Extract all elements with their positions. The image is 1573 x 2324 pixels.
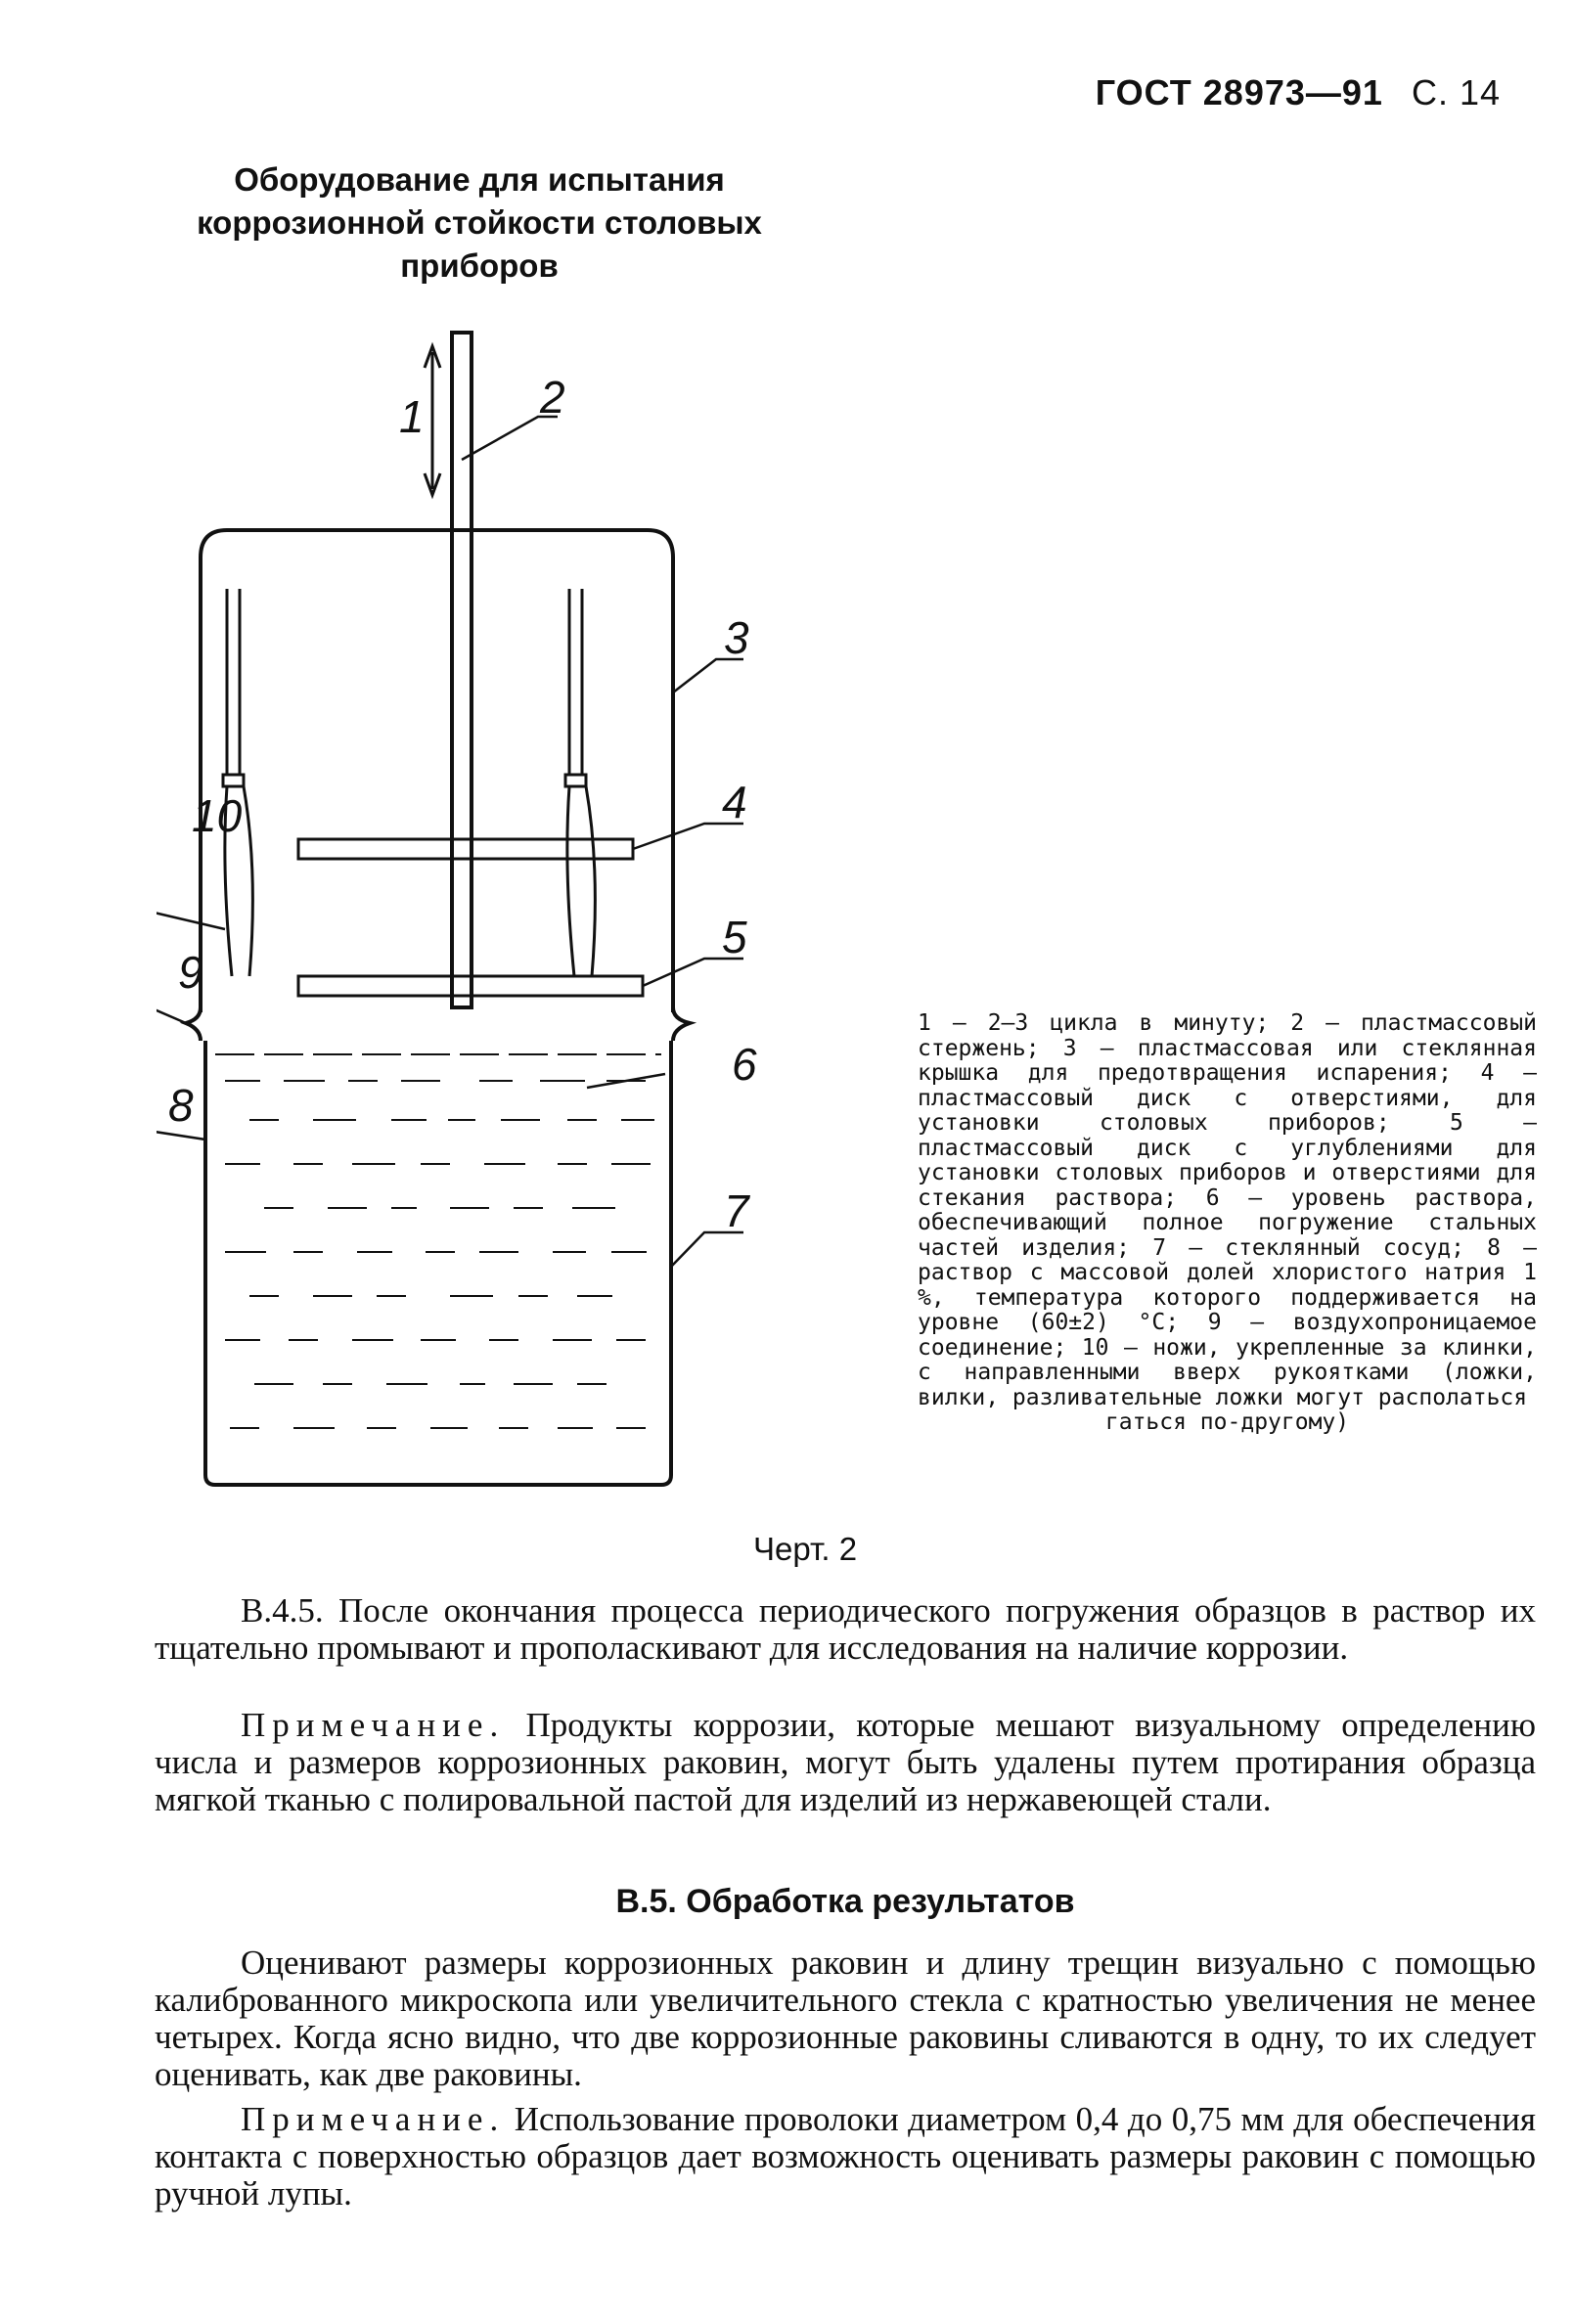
lid-outline	[201, 530, 673, 1012]
label-9: 9	[178, 947, 203, 998]
knife-right-blade	[567, 786, 595, 976]
figure-caption	[918, 1011, 1537, 1436]
caption-text: 1 — 2—3 цикла в минуту; 2 — пластмассовый стержень; 3 — пластмассовая или стеклянная крышка для предотвращения испарения; 4 — пластмассовый диск с отверстиями, для установки столовых приборов; 5 — пластмассовый диск с углублениями для установки столовых приборов и отверстиями для стекания раствора; 6 — уровень раствора, обеспечивающий полное погружение стальных частей изделия; 7 — стеклянный сосуд; 8 — раствор с массовой долей хлористого натрия 1 %, температура которого поддерживается на уровне (60±2) °С; 9 — воздухопроницаемое соединение; 10 — ножи, укрепленные за клинки, с направленными вверх рукоятками (ложки, вилки, разливательные ложки могут располаться	[918, 1010, 1537, 1410]
label-6: 6	[732, 1039, 757, 1090]
paragraph-b45	[155, 1592, 1536, 1667]
label-5: 5	[722, 912, 747, 962]
chart-label: Черт. 2	[753, 1531, 858, 1567]
page-header	[1096, 72, 1501, 113]
note-1	[155, 1707, 1536, 1818]
label-7: 7	[724, 1185, 749, 1236]
label-1: 1	[399, 391, 425, 442]
caption-last-line: гаться по-другому)	[1104, 1409, 1350, 1435]
label-10: 10	[192, 790, 243, 841]
apparatus-diagram	[157, 323, 763, 1516]
label-8: 8	[168, 1080, 194, 1131]
label-4: 4	[722, 777, 747, 827]
note-2	[155, 2101, 1536, 2212]
rod	[452, 333, 472, 1007]
standard-number: ГОСТ 28973—91	[1095, 72, 1383, 112]
knife-left-ferrule	[223, 775, 244, 786]
paragraph-b45-text: В.4.5. После окончания процесса периодического погружения образцов в раствор их тщательно промывают и прополаскивают для исследования на наличие коррозии.	[155, 1591, 1536, 1667]
page-number: С. 14	[1411, 72, 1501, 112]
coupling-left	[186, 1007, 201, 1041]
note-1-label: Примечание.	[241, 1706, 506, 1744]
note-2-text: Использование проволоки диаметром 0,4 до 0,75 мм для обеспечения контакта с поверхностью образцов дает возможность оценивать размеры раковин с помощью ручной лупы.	[155, 2100, 1536, 2212]
solution-dashes	[225, 1081, 654, 1428]
coupling-right	[673, 1007, 690, 1041]
label-2: 2	[540, 372, 565, 423]
paragraph-b5	[155, 1944, 1536, 2093]
paragraph-b5-text: Оценивают размеры коррозионных раковин и длину трещин визуально с помощью калиброванного микроскопа или увеличительного стекла с кратностью увеличения не менее четырех. Когда ясно видно, что две коррозионные раковины сливаются в одну, то их следует оценивать, как две раковины.	[155, 1944, 1536, 2093]
note-2-label: Примечание.	[241, 2100, 506, 2138]
upper-disc	[298, 839, 633, 859]
label-3: 3	[724, 612, 749, 663]
figure-title: Оборудование для испытания коррозионной стойкости столовых приборов	[197, 161, 762, 284]
section-title: В.5. Обработка результатов	[615, 1883, 1075, 1920]
vessel-outline	[205, 1041, 671, 1485]
knife-right-ferrule	[565, 775, 586, 786]
note-1-text: Продукты коррозии, которые мешают визуальному определению числа и размеров коррозионных раковин, могут быть удалены путем протирания образца мягкой тканью с полировальной пастой для изделий из нержавеющей стали.	[155, 1706, 1536, 1818]
apparatus-svg	[157, 323, 763, 1516]
